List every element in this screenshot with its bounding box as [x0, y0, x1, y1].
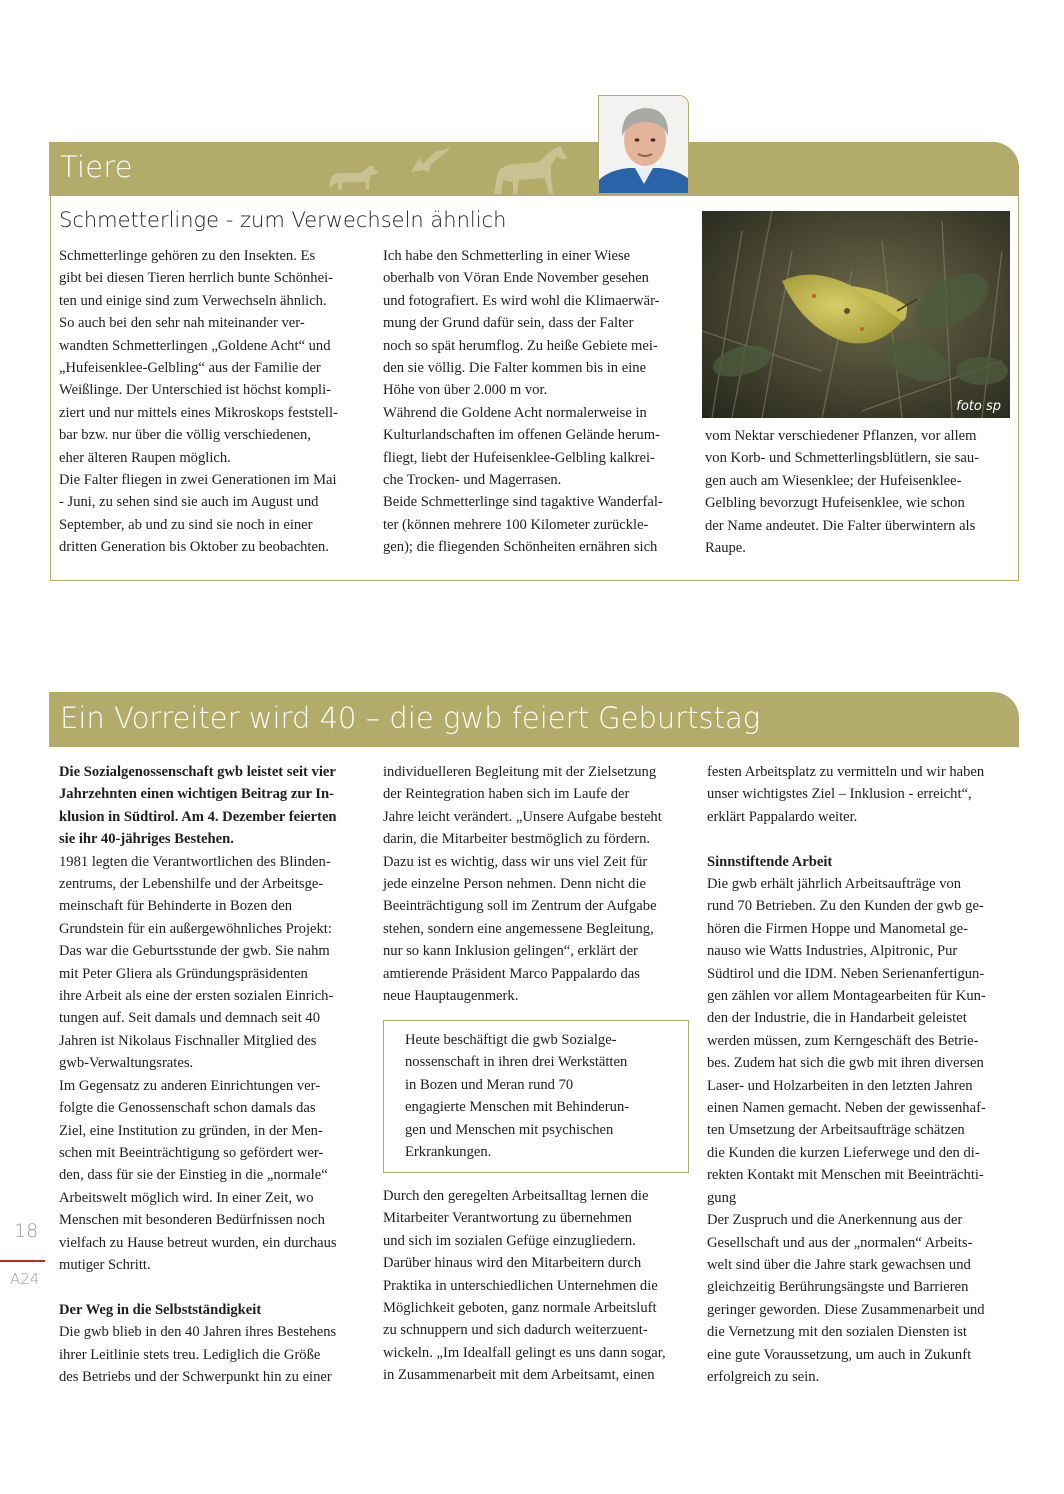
text-line: mit Peter Gliera als Gründungspräsidenten — [59, 965, 308, 982]
text-line: Gelbling bevorzugt Hufeisenklee, wie schon — [705, 495, 965, 512]
quote-line: Heute beschäftigt die gwb Sozialge- — [405, 1032, 617, 1048]
text-line: des Betriebs und der Schwerpunkt hin zu einer — [59, 1368, 332, 1385]
text-line: erklärt Pappalardo weiter. — [707, 808, 858, 825]
text-line: noch so spät herumflog. Zu heiße Gebiete mei- — [383, 337, 658, 354]
issue-code: A24 — [10, 1270, 40, 1288]
text-line: und sich im sozialen Gefüge einzugliedern. — [383, 1232, 636, 1249]
lead-line: klusion in Südtirol. Am 4. Dezember feierten — [59, 808, 337, 825]
text-line: und fotografiert. Es wird wohl die Klimaerwär- — [383, 292, 660, 309]
text-line: ziert und nur mittels eines Mikroskops feststell- — [59, 404, 338, 421]
text-line: Mitarbeiter Verantwortung zu übernehmen — [383, 1210, 632, 1227]
text-line: Darüber hinaus wird den Mitarbeitern durch — [383, 1255, 642, 1272]
photo-credit: foto sp — [956, 399, 1001, 414]
text-line: Durch den geregelten Arbeitsalltag lernen die — [383, 1188, 649, 1204]
section-band-gwb — [49, 692, 1019, 747]
text-line: bar bzw. nur über die völlig verschiedenen, — [59, 427, 311, 444]
text-line: gibt bei diesen Tieren herrlich bunte Schönhei- — [59, 270, 333, 287]
text-line: welt sind über die Jahre stark gewachsen und — [707, 1256, 971, 1273]
section-title: Ein Vorreiter wird 40 – die gwb feiert Geburtstag — [60, 701, 761, 735]
text-line: „Hufeisenklee-Gelbling“ aus der Familie der — [59, 360, 321, 377]
text-line: neue Hauptaugenmerk. — [383, 988, 519, 1005]
text-line: eher älteren Raupen möglich. — [59, 449, 231, 466]
text-line: unser wichtigstes Ziel – Inklusion - erreicht“, — [707, 786, 972, 803]
text-line: darin, die Mitarbeiter bestmöglich zu fördern. — [383, 831, 651, 848]
text-line: wickeln. „Im Idealfall gelingt es uns dann sogar, — [383, 1344, 666, 1361]
text-line: Menschen mit besonderen Bedürfnissen noch — [59, 1212, 325, 1229]
text-line: Der Zuspruch und die Anerkennung aus der — [707, 1212, 963, 1229]
text-line: So auch bei den sehr nah miteinander ver- — [59, 315, 305, 332]
lead-line: Die Sozialgenossenschaft gwb leistet seit vier — [59, 764, 336, 780]
text-line: jede einzelne Person nehmen. Denn nicht die — [383, 876, 647, 893]
text-line: Das war die Geburtsstunde der gwb. Sie nahm — [59, 943, 330, 960]
text-line: den sie völlig. Die Falter kommen bis in eine — [383, 360, 647, 377]
text-line: werden müssen, zum Kerngeschäft des Betrie- — [707, 1032, 979, 1049]
text-line: ihre Arbeit als eine der ersten sozialen Einrich- — [59, 988, 334, 1005]
article-column-3 — [707, 761, 1013, 1388]
text-line: Ich habe den Schmetterling in einer Wiese — [383, 248, 631, 264]
text-line: Raupe. — [705, 540, 746, 557]
text-line: Südtirol und die IDM. Neben Serienanfertigun- — [707, 965, 985, 982]
page-number: 18 — [14, 1220, 39, 1242]
animal-silhouettes-icon — [319, 142, 579, 196]
text-line: mutiger Schritt. — [59, 1256, 151, 1273]
text-line: zentrums, der Lebenshilfe und der Arbeitsge- — [59, 876, 324, 893]
text-line: den der Industrie, die in Handarbeit geleistet — [707, 1010, 967, 1027]
page-divider — [0, 1260, 45, 1262]
text-line: ten Umsetzung der Arbeitsaufträge schätzen — [707, 1122, 965, 1139]
article-column-3 — [705, 425, 1015, 559]
text-line: vom Nektar verschiedener Pflanzen, vor allem — [705, 428, 977, 444]
text-line: Beeinträchtigung soll im Zentrum der Aufgabe — [383, 898, 657, 915]
article-column-2-continued — [383, 1185, 689, 1387]
text-line: meinschaft für Behinderte in Bozen den — [59, 898, 293, 915]
section-band-tiere — [49, 142, 1019, 196]
text-line: September, ab und zu sind sie noch in einer — [59, 516, 313, 533]
text-line: Höhe von über 2.000 m vor. — [383, 382, 548, 399]
text-line: geringer geworden. Diese Zusammenarbeit und — [707, 1301, 985, 1318]
text-line: Jahre leicht verändert. „Unsere Aufgabe besteht — [383, 808, 662, 825]
text-line: gwb-Verwaltungsrates. — [59, 1055, 194, 1072]
quote-line: engagierte Menschen mit Behinderun- — [405, 1099, 630, 1116]
text-line: Jahren ist Nikolaus Fischnaller Mitglied des — [59, 1032, 317, 1049]
quote-line: in Bozen und Meran rund 70 — [405, 1076, 574, 1093]
text-line: Möglichkeit geboten, ganz normale Arbeitsluft — [383, 1300, 657, 1317]
text-line: Die gwb erhält jährlich Arbeitsaufträge von — [707, 876, 962, 893]
text-line: stehen, sondern eine angemessene Begleitung, — [383, 920, 654, 937]
text-line: gen zählen vor allem Montagearbeiten für Kun- — [707, 988, 986, 1005]
text-line: Während die Goldene Acht normalerweise in — [383, 404, 647, 421]
text-line: Die gwb blieb in den 40 Jahren ihres Bestehens — [59, 1324, 337, 1341]
text-line: Praktika in unterschiedlichen Unternehmen die — [383, 1277, 658, 1294]
text-line: vielfach zu Hause betreut wurden, ein durchaus — [59, 1234, 337, 1251]
text-line: ter (können mehrere 100 Kilometer zurückle- — [383, 516, 649, 533]
text-line: che Trocken- und Magerrasen. — [383, 472, 562, 489]
text-line: die Kunden die kurzen Lieferwege und den di- — [707, 1144, 980, 1161]
text-line: bes. Zudem hat sich die gwb mit ihren diversen — [707, 1055, 984, 1072]
text-line: gen auch am Wiesenklee; der Hufeisenklee- — [705, 472, 962, 489]
text-line: festen Arbeitsplatz zu vermitteln und wir haben — [707, 764, 985, 780]
author-portrait — [598, 95, 689, 194]
text-line: rekten Kontakt mit Menschen mit Beeinträchti- — [707, 1167, 984, 1184]
text-line: erfolgreich zu sein. — [707, 1368, 820, 1385]
text-line: zu schnuppern und sich dadurch weiterzuent- — [383, 1322, 648, 1339]
text-line: Arbeitswelt möglich wird. In einer Zeit, wo — [59, 1189, 314, 1206]
text-line: Weißlinge. Der Unterschied ist höchst kompli- — [59, 382, 331, 399]
butterfly-photo — [702, 211, 1010, 418]
text-line: folgte die Genossenschaft schon damals das — [59, 1100, 316, 1117]
article-headline: Schmetterlinge - zum Verwechseln ähnlich — [59, 208, 507, 232]
text-line: wandten Schmetterlingen „Goldene Acht“ und — [59, 337, 331, 354]
text-line: nauso wie Watts Industries, Alpitronic, Pur — [707, 943, 958, 960]
text-line: eine gute Voraussetzung, um auch in Zukunft — [707, 1346, 972, 1363]
text-line: Ziel, eine Institution zu gründen, in der Men- — [59, 1122, 323, 1139]
text-line: mung der Grund dafür sein, dass der Falter — [383, 315, 634, 332]
text-line: Die Falter fliegen in zwei Generationen im Mai — [59, 472, 337, 489]
text-line: in Zusammenarbeit mit dem Arbeitsamt, einen — [383, 1367, 655, 1384]
article-column-1 — [59, 245, 361, 559]
quote-line: gen und Menschen mit psychischen — [405, 1121, 614, 1138]
text-line: den, dass für sie der Einstieg in die „normale“ — [59, 1167, 328, 1184]
text-line: fliegt, liebt der Hufeisenklee-Gelbling kalkrei- — [383, 449, 655, 466]
section-title: Tiere — [60, 150, 133, 184]
text-line: Dazu ist es wichtig, dass wir uns viel Zeit für — [383, 853, 648, 870]
lead-line: sie ihr 40-jähriges Bestehen. — [59, 831, 234, 848]
text-line: gleichzeitig Berührungsängste und Barrieren — [707, 1279, 969, 1296]
text-line: Laser- und Holzarbeiten in den letzten Jahren — [707, 1077, 973, 1094]
text-line: Beide Schmetterlinge sind tagaktive Wanderfal- — [383, 494, 663, 511]
text-line: der Name andeutet. Die Falter überwintern als — [705, 517, 976, 534]
text-line: hören die Firmen Hoppe und Manometal ge- — [707, 920, 968, 937]
text-line: 1981 legten die Verantwortlichen des Blinden- — [59, 853, 331, 870]
text-line: individuelleren Begleitung mit der Zielsetzung — [383, 764, 657, 780]
text-line: Gesellschaft und aus der „normalen“ Arbeits- — [707, 1234, 973, 1251]
text-line: Schmetterlinge gehören zu den Insekten. Es — [59, 248, 316, 264]
text-line: ihrer Leitlinie stets treu. Lediglich die Größe — [59, 1346, 321, 1363]
subheading: Der Weg in die Selbstständigkeit — [59, 1301, 262, 1318]
text-line: rund 70 Betrieben. Zu den Kunden der gwb ge- — [707, 898, 984, 915]
text-line: Grundstein für ein außergewöhnliches Projekt: — [59, 920, 332, 937]
text-line: gen); die fliegenden Schönheiten ernähren sich — [383, 539, 658, 556]
text-line: Im Gegensatz zu anderen Einrichtungen ver- — [59, 1077, 321, 1094]
text-line: Kulturlandschaften im offenen Gelände herum- — [383, 427, 660, 444]
text-line: einen Namen gemacht. Neben der gewissenhaf- — [707, 1100, 986, 1117]
pull-quote-box — [383, 1020, 689, 1173]
text-line: gung — [707, 1189, 737, 1206]
text-line: tungen auf. Seit damals und demnach seit 40 — [59, 1010, 321, 1027]
quote-line: nossenschaft in ihren drei Werkstätten — [405, 1054, 628, 1071]
text-line: die Vernetzung mit den sozialen Diensten ist — [707, 1324, 967, 1341]
text-line: von Korb- und Schmetterlingsblütlern, sie sau- — [705, 450, 979, 467]
text-line: schen mit Beeinträchtigung so gefördert wer- — [59, 1144, 324, 1161]
article-column-2 — [383, 245, 685, 559]
text-line: oberhalb von Vöran Ende November gesehen — [383, 270, 649, 287]
quote-line: Erkrankungen. — [405, 1144, 492, 1161]
text-line: ten und einige sind zum Verwechseln ähnlich. — [59, 292, 327, 309]
text-line: - Juni, zu sehen sind sie auch im August und — [59, 494, 319, 511]
text-line: nur so kann Inklusion gelingen“, erklärt der — [383, 943, 638, 960]
text-line: der Reintegration haben sich im Laufe der — [383, 786, 630, 803]
text-line: dritten Generation bis Oktober zu beobachten. — [59, 539, 329, 556]
article-column-1 — [59, 761, 361, 1388]
article-column-2 — [383, 761, 689, 1007]
lead-line: Jahrzehnten einen wichtigen Beitrag zur In- — [59, 786, 334, 803]
text-line: amtierende Präsident Marco Pappalardo das — [383, 965, 640, 982]
subheading: Sinnstiftende Arbeit — [707, 853, 833, 870]
